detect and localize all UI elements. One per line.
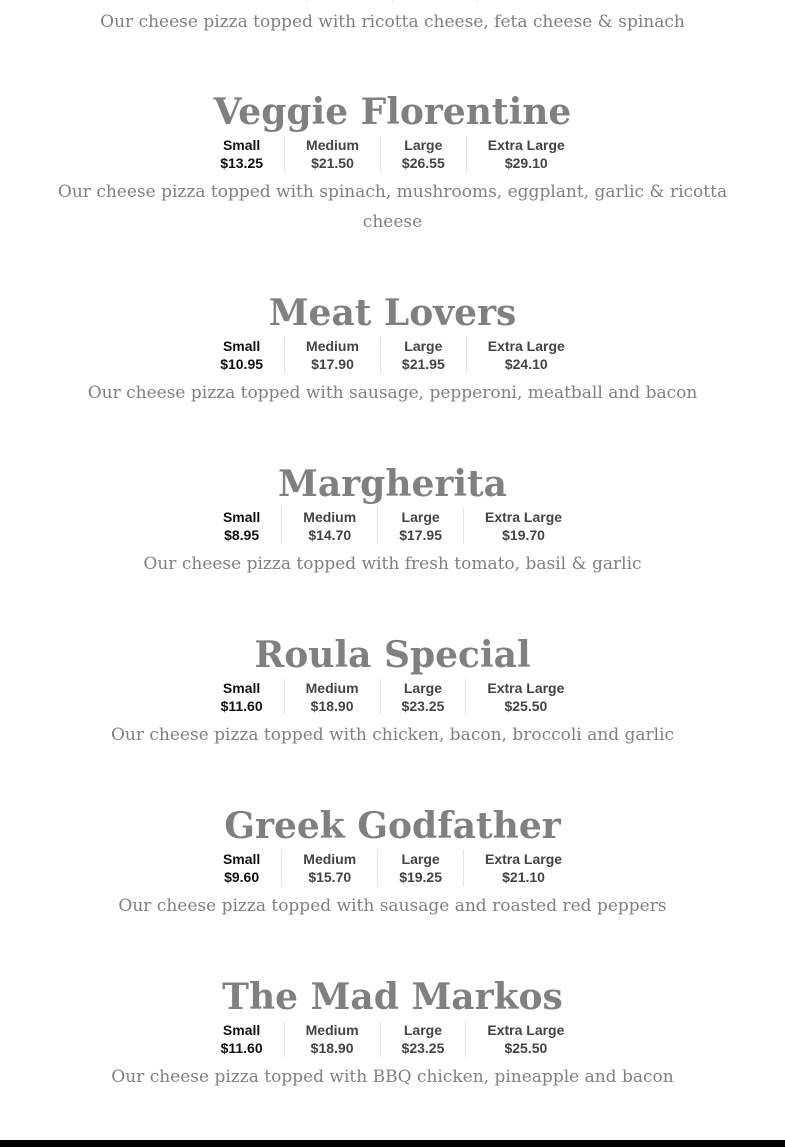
- item-description: Our cheese pizza topped with spinach, mushrooms, eggplant, garlic & ricotta cheese: [57, 182, 728, 232]
- price-value: $18.90: [310, 1040, 354, 1056]
- price-row: [0, 679, 785, 715]
- size-label: Medium: [303, 851, 357, 867]
- price-value: $15.70: [308, 869, 352, 885]
- size-label: Small: [222, 851, 261, 867]
- item-title: Roula Special: [254, 634, 531, 676]
- price-medium: [284, 136, 380, 172]
- item-description: Our cheese pizza topped with ricotta cheese, feta cheese & spinach: [100, 12, 685, 32]
- menu-item-roula-special: [0, 633, 785, 750]
- menu-item-partial: [0, 0, 785, 37]
- price-extra-large: [466, 337, 586, 373]
- price-medium: [284, 337, 380, 373]
- price-extra-large: [477, 0, 563, 2]
- price-large: [380, 136, 466, 172]
- price-medium: [306, 0, 392, 2]
- price-value: $23.25: [401, 698, 445, 714]
- price-value: $11.60: [220, 698, 263, 714]
- item-description: Our cheese pizza topped with fresh tomato, basil & garlic: [143, 554, 642, 574]
- size-label: Extra Large: [487, 1022, 565, 1038]
- price-value: [414, 0, 457, 2]
- price-value: [328, 0, 371, 2]
- size-label: Large: [401, 509, 440, 525]
- menu-item-the-mad-markos: [0, 975, 785, 1092]
- size-label: Extra Large: [487, 137, 565, 153]
- item-title: The Mad Markos: [222, 976, 563, 1018]
- price-row: [0, 0, 785, 2]
- size-label: Small: [222, 680, 261, 696]
- price-large: [380, 1021, 466, 1057]
- menu-item-veggie-florentine: [0, 90, 785, 237]
- item-title: Veggie Florentine: [213, 91, 572, 133]
- price-value: [243, 0, 285, 2]
- price-value: $29.10: [504, 155, 548, 171]
- size-label: Small: [222, 338, 261, 354]
- price-small: [200, 679, 284, 715]
- price-value: $13.25: [220, 155, 264, 171]
- price-value: $26.55: [401, 155, 445, 171]
- price-value: $24.10: [504, 356, 548, 372]
- size-label: Extra Large: [487, 338, 565, 354]
- price-large: [392, 0, 478, 2]
- size-label: Large: [401, 851, 440, 867]
- item-description: Our cheese pizza topped with BBQ chicken, pineapple and bacon: [111, 1067, 674, 1087]
- price-extra-large: [465, 679, 585, 715]
- menu-item-greek-godfather: [0, 804, 785, 921]
- size-label: Medium: [306, 137, 359, 153]
- price-value: $9.60: [224, 869, 260, 885]
- price-small: [200, 1021, 284, 1057]
- item-description: Our cheese pizza topped with chicken, bacon, broccoli and garlic: [110, 725, 675, 745]
- size-label: Small: [222, 1022, 261, 1038]
- price-value: $17.95: [399, 527, 443, 543]
- size-label: Extra Large: [485, 851, 563, 867]
- size-label: Medium: [305, 1022, 359, 1038]
- price-value: $25.50: [504, 1040, 548, 1056]
- price-value: [499, 0, 542, 2]
- price-value: $8.95: [224, 527, 260, 543]
- size-label: Large: [403, 1022, 442, 1038]
- price-value: $23.25: [401, 1040, 445, 1056]
- price-value: $19.70: [502, 527, 545, 543]
- price-large: [380, 679, 466, 715]
- price-row: [0, 508, 785, 544]
- item-description: Our cheese pizza topped with sausage and roasted red peppers: [118, 896, 667, 916]
- price-large: [377, 508, 463, 544]
- item-title: Margherita: [278, 463, 507, 505]
- price-value: $21.10: [502, 869, 545, 885]
- price-row: [0, 136, 785, 172]
- price-medium: [281, 850, 377, 886]
- price-row: [0, 1021, 785, 1057]
- item-title: Greek Godfather: [224, 805, 561, 847]
- price-value: $19.25: [399, 869, 443, 885]
- size-label: Large: [404, 338, 443, 354]
- size-label: Medium: [306, 338, 359, 354]
- menu-item-meat-lovers: [0, 291, 785, 408]
- price-small: [222, 0, 306, 2]
- price-small: [202, 850, 281, 886]
- price-medium: [284, 679, 380, 715]
- price-extra-large: [463, 508, 583, 544]
- price-row: [0, 337, 785, 373]
- price-value: $17.90: [311, 356, 354, 372]
- item-title: Meat Lovers: [268, 292, 517, 334]
- price-value: $18.90: [310, 698, 354, 714]
- size-label: Large: [404, 137, 443, 153]
- menu-item-margherita: [0, 462, 785, 579]
- price-value: $21.50: [311, 155, 354, 171]
- footer-bar: [0, 1140, 785, 1147]
- price-small: [199, 337, 284, 373]
- price-value: $10.95: [220, 356, 264, 372]
- price-value: $25.50: [504, 698, 548, 714]
- size-label: Extra Large: [487, 680, 565, 696]
- price-medium: [284, 1021, 380, 1057]
- item-description: Our cheese pizza topped with sausage, pepperoni, meatball and bacon: [87, 383, 698, 403]
- price-small: [199, 136, 284, 172]
- size-label: Extra Large: [485, 509, 563, 525]
- size-label: Small: [222, 137, 261, 153]
- price-value: $14.70: [308, 527, 352, 543]
- price-row: [0, 850, 785, 886]
- price-medium: [281, 508, 377, 544]
- size-label: Medium: [303, 509, 357, 525]
- price-value: $21.95: [401, 356, 445, 372]
- price-large: [380, 337, 466, 373]
- price-extra-large: [465, 1021, 585, 1057]
- size-label: Medium: [305, 680, 359, 696]
- size-label: Small: [222, 509, 261, 525]
- price-value: $11.60: [220, 1040, 263, 1056]
- price-small: [202, 508, 281, 544]
- price-extra-large: [463, 850, 583, 886]
- price-extra-large: [466, 136, 586, 172]
- price-large: [377, 850, 463, 886]
- size-label: Large: [403, 680, 442, 696]
